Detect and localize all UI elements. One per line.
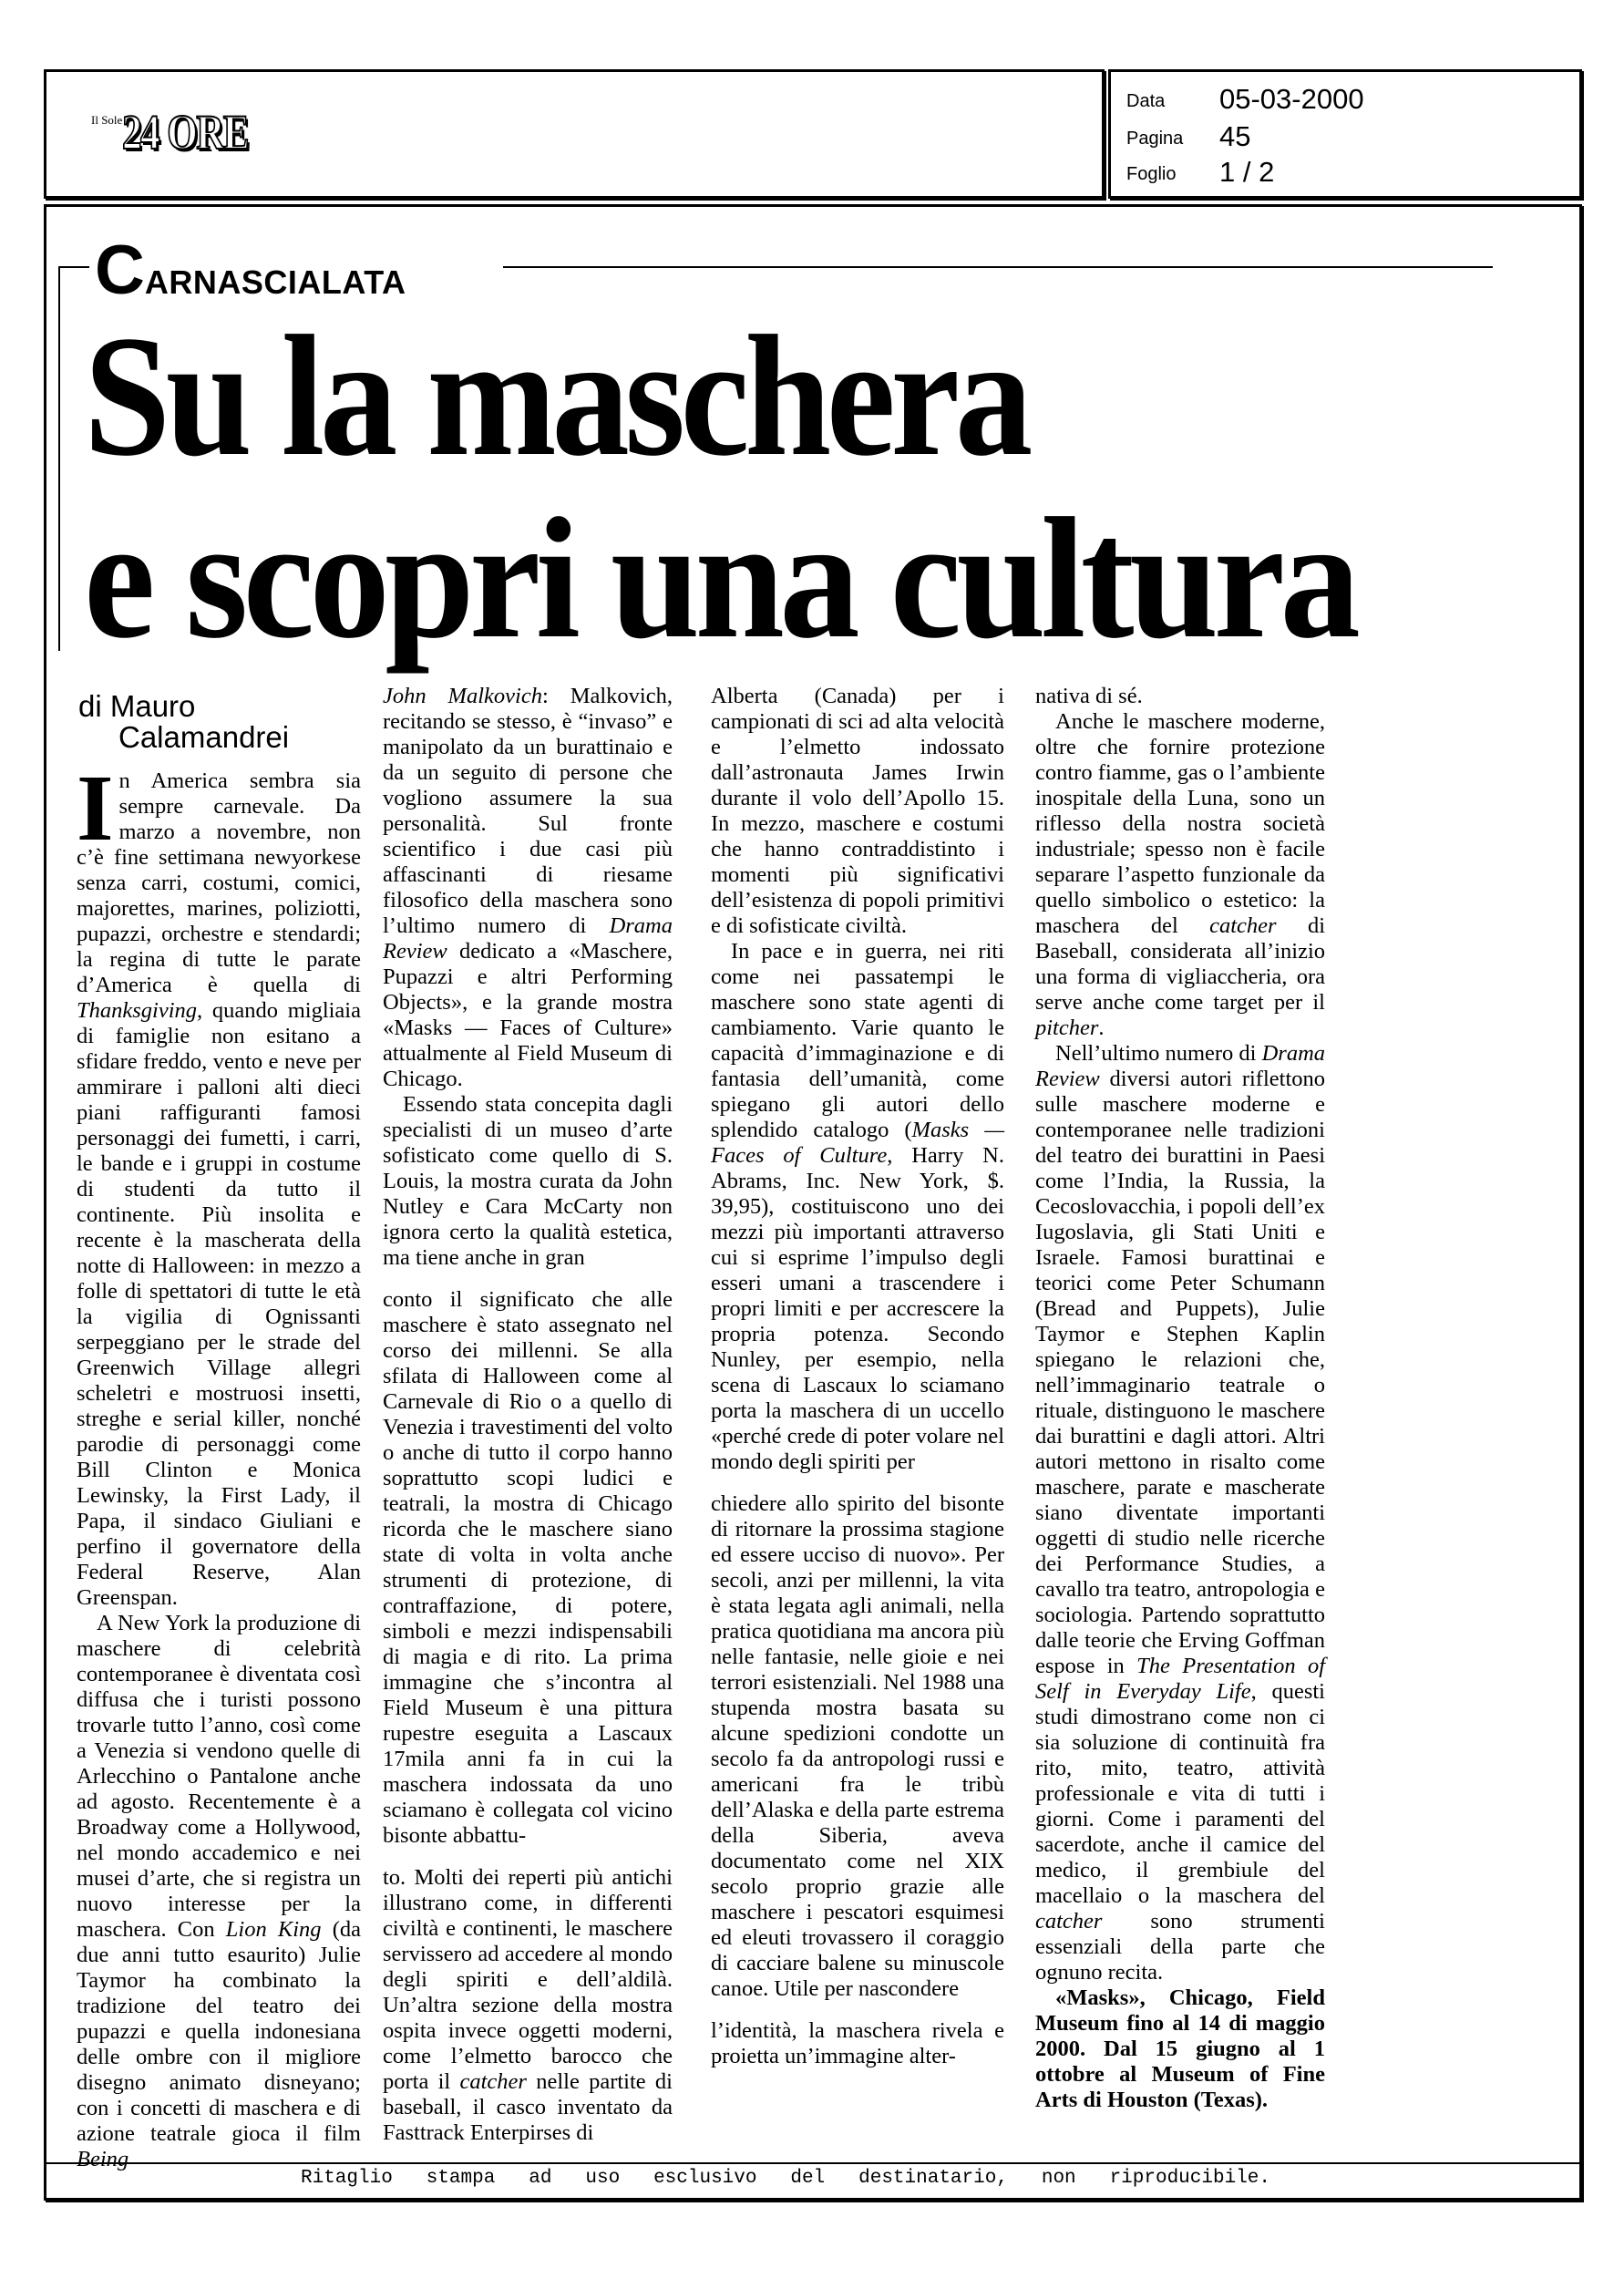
- italic-text: pitcher: [1035, 1016, 1099, 1040]
- text-run: : Malkovich, recitando se stesso, è “invaso” e manipolato da un burattinaio e da un seguito di persone che vogliono assumere la sua personalità. Sul fronte scientifico i due casi più affascinanti di riesame filosofico della maschera sono l’ultimo numero di: [383, 684, 673, 938]
- article-paragraph: [1035, 1985, 1325, 2113]
- article-column-4: [1035, 684, 1325, 2113]
- text-run: l’identità, la maschera rivela e proietta un’immagine alter-: [711, 2018, 1004, 2068]
- italic-text: catcher: [459, 2069, 527, 2094]
- text-run: .: [1098, 1016, 1105, 1040]
- text-run: dedicato a «Maschere, Pupazzi e altri Performing Objects», e la grande mostra «Masks — Faces of Culture» attualmente al Field Museum di Chicago.: [383, 939, 673, 1091]
- meta-label: Foglio: [1126, 164, 1177, 184]
- article-column-block: [383, 684, 673, 1271]
- headline-line-2: e scopri una cultura: [84, 483, 1356, 675]
- text-run: di Baseball, considerata all’inizio una forma di vigliaccheria, ora serve anche come target per il: [1035, 913, 1325, 1015]
- text-run: diversi autori riflettono sulle maschere moderne e contemporanee nelle tradizioni del teatro dei burattini in Paesi come l’India, la Russia, la Cecoslovacchia, i popoli dell’ex Iugoslavia, gli Stati Uniti e Israele. Famosi burattinai e teorici come Peter Schumann (Bread and Puppets), Julie Taymor e Stephen Kaplin spiegano le relazioni che, nell’immaginario teatrale o rituale, distinguono le maschere dai burattini e dagli attori. Altri autori mettono in risalto come maschere, parate e mascherate siano diventate importanti oggetti di studio nelle ricerche dei Performance Studies, a cavallo tra teatro, antropologia e sociologia. Partendo soprattutto dalle teorie che Erving Goffman espose in: [1035, 1067, 1325, 1678]
- headline-line-1: Su la maschera: [84, 301, 1028, 492]
- text-run: , Harry N. Abrams, Inc. New York, $. 39,95), costituiscono uno dei mezzi più importanti attraverso cui si esprime l’impulso degli esseri umani a trascendere i propri limiti e per accrescere la propria potenza. Secondo Nunley, per esempio, nella scena di Lascaux lo sciamano porta la maschera di un uccello «perché crede di poter volare nel mondo degli spiriti per: [711, 1143, 1004, 1474]
- italic-text: The Presentation of Self in Everyday Life: [1035, 1654, 1325, 1704]
- text-run: sono strumenti essenziali della parte che ognuno recita.: [1035, 1909, 1325, 1985]
- article-column-block: [383, 1865, 673, 2146]
- article-column-block: [1035, 684, 1325, 2113]
- text-run: chiedere allo spirito del bisonte di ritornare la prossima stagione ed essere ucciso di nuovo». Per secoli, anzi per millenni, la vita è stata legata agli animali, nella pratica quotidiana ma ancora più nelle fantasie, nelle gioie e nei terrori esistenziali. Nel 1988 una stupenda mostra basata su alcune spedizioni condotte un secolo fa da antropologi russi e americani fra le tribù dell’Alaska e della parte estrema della Siberia, aveva documentato come nel XIX secolo proprio grazie alle maschere i pescatori esquimesi ed eleuti trovassero il coraggio di cacciare balene su minuscole canoe. Utile per nascondere: [711, 1491, 1004, 2001]
- article-column-block: [77, 756, 361, 2172]
- italic-text: Being: [77, 2147, 129, 2171]
- bracket-rule: [58, 266, 89, 268]
- italic-text: Masks — Faces of Culture: [711, 1118, 1004, 1168]
- text-run: , questi studi dimostrano come non ci sia soluzione di continuità fra rito, mito, teatro, attività professionale e vita di tutti i giorni. Come i paramenti del sacerdote, anche il camice del medico, il grembiule del macellaio o la maschera del: [1035, 1679, 1325, 1908]
- kicker-text: ARNASCIALATA: [144, 263, 406, 301]
- text-run: (da due anni tutto esaurito) Julie Taymor ha combinato la tradizione del teatro dei pupazzi e quella indonesiana delle ombre con il migliore disegno animato disneyano; con i concetti di maschera e di azione teatrale gioca il film: [77, 1917, 361, 2146]
- meta-label: Pagina: [1126, 129, 1184, 149]
- bracket-rule: [58, 266, 60, 651]
- drop-cap: I: [77, 756, 114, 861]
- text-run: A New York la produzione di maschere di celebrità contemporanee è diventata così diffusa che i turisti possono trovarle tutto l’anno, così come a Venezia si vendono quelle di Arlecchino o Pantalone anche ad agosto. Recentemente è a Broadway come a Hollywood, nel mondo accademico e nei musei d’arte, che si registra un nuovo interesse per la maschera. Con: [77, 1611, 361, 1942]
- text-run: Nell’ultimo numero di: [1055, 1041, 1262, 1066]
- kicker-rule: [503, 266, 1493, 268]
- article-paragraph: [77, 1611, 361, 2172]
- footer-notice: Ritaglio stampa ad uso esclusivo del destinatario, non riproducibile.: [301, 2168, 1270, 2189]
- italic-text: Thanksgiving: [77, 998, 198, 1023]
- meta-value: 05-03-2000: [1219, 83, 1364, 115]
- italic-text: catcher: [1209, 913, 1277, 938]
- article-paragraph: [711, 2018, 1004, 2069]
- article-column-block: [711, 2018, 1004, 2069]
- article-column-block: [383, 1287, 673, 1849]
- text-run: «Masks», Chicago, Field Museum fino al 14 di maggio 2000. Dal 15 giugno al 1 ottobre al Museum of Fine Arts di Houston (Texas).: [1035, 1985, 1325, 2112]
- article-paragraph: [383, 1287, 673, 1849]
- text-run: to. Molti dei reperti più antichi illustrano come, in differenti civiltà e continenti, le maschere servissero ad accedere al mondo degli spiriti e dell’aldilà. Un’altra sezione della mostra ospita invece oggetti moderni, come l’elmetto barocco che porta il: [383, 1865, 673, 2094]
- text-run: In pace e in guerra, nei riti come nei passatempi le maschere sono state agenti di cambiamento. Varie quanto le capacità d’immaginazione e di fantasia dell’umanità, come spiegano gli autori dello splendido catalogo (: [711, 939, 1004, 1142]
- footer-rule: [44, 2162, 1582, 2164]
- meta-value: 45: [1219, 120, 1251, 152]
- italic-text: catcher: [1035, 1909, 1103, 1934]
- article-paragraph: [383, 1865, 673, 2146]
- article-paragraph: [711, 684, 1004, 939]
- text-run: , quando migliaia di famiglie non esitano a sfidare freddo, vento e neve per ammirare i palloni alti dieci piani raffiguranti famosi personaggi dei fumetti, i carri, le bande e i gruppi in costume di studenti da tutto il continente. Più insolita e recente è la mascherata della notte di Halloween: in mezzo a folle di spettatori di tutte le età la vigilia di Ognissanti serpeggiano per le strade del Greenwich Village allegri scheletri e mostruosi insetti, streghe e serial killer, nonché parodie di personaggi come Bill Clinton e Monica Lewinsky, la First Lady, il Papa, il sindaco Giuliani e perfino il governatore della Federal Reserve, Alan Greenspan.: [77, 998, 361, 1610]
- article-paragraph: [383, 1092, 673, 1271]
- byline-line-1: di Mauro: [78, 689, 196, 723]
- text-run: n America sembra sia sempre carnevale. Da marzo a novembre, non c’è fine settimana newyorkese senza carri, costumi, comici, majorettes, marines, poliziotti, pupazzi, orchestre e stendardi; la regina di tutte le parate d’America è quella di: [77, 768, 361, 997]
- text-run: Anche le maschere moderne, oltre che fornire protezione contro fiamme, gas o l’ambiente inospitale della Luna, sono un riflesso della nostra società industriale; spesso non è facile separare l’aspetto funzionale da quello simbolico o estetico: la maschera del: [1035, 709, 1325, 938]
- article-column-3: [711, 684, 1004, 2069]
- meta-label: Data: [1126, 91, 1166, 111]
- italic-text: Drama Review: [383, 913, 673, 964]
- newspaper-logo: [91, 105, 280, 160]
- section-kicker: [95, 232, 406, 309]
- article-column-2: [383, 684, 673, 2146]
- article-paragraph: [711, 1491, 1004, 2002]
- logo-small-text: Il Sole: [91, 113, 123, 127]
- article-column-block: [711, 1491, 1004, 2002]
- text-run: Alberta (Canada) per i campionati di sci ad alta velocità e l’elmetto indossato dall’astronauta James Irwin durante il volo dell’Apollo 15. In mezzo, maschere e costumi che hanno contraddistinto i momenti più significativi dell’esistenza di popoli primitivi e di sofisticate civiltà.: [711, 684, 1004, 938]
- text-run: nativa di sé.: [1035, 684, 1143, 708]
- italic-text: Lion King: [225, 1917, 322, 1942]
- article-paragraph: [1035, 1041, 1325, 1985]
- byline-author: Calamandrei: [118, 720, 290, 754]
- italic-text: Drama Review: [1035, 1041, 1326, 1091]
- article-paragraph: [711, 939, 1004, 1475]
- text-run: Essendo stata concepita dagli specialisti di un museo d’arte sofisticato come quello di S. Louis, la mostra curata da John Nutley e Cara McCarty non ignora certo la qualità estetica, ma tiene anche in gran: [383, 1092, 673, 1270]
- article-paragraph: [383, 684, 673, 1092]
- logo-big-text: 24 ORE: [122, 105, 249, 160]
- text-run: conto il significato che alle maschere è stato assegnato nel corso dei millenni. Se alla sfilata di Halloween come al Carnevale di Rio o a quello di Venezia i travestimenti del volto o anche di tutto il corpo hanno soprattutto scopi ludici e teatrali, la mostra di Chicago ricorda che le maschere siano state di volta in volta anche strumenti di protezione, di contraffazione, di potere, simboli e mezzi indispensabili di magia e di rito. La prima immagine che s’incontra al Field Museum è una pittura rupestre eseguita a Lascaux 17mila anni fa in cui la maschera indossata da uno sciamano è collegata col vicino bisonte abbattu-: [383, 1287, 673, 1848]
- kicker-initial: C: [95, 232, 145, 309]
- article-paragraph: [77, 756, 361, 1611]
- article-paragraph: [1035, 709, 1325, 1041]
- article-column-1: [77, 756, 361, 2172]
- byline: [78, 691, 289, 753]
- italic-text: John Malkovich: [383, 684, 542, 708]
- article-paragraph: [1035, 684, 1325, 709]
- article-column-block: [711, 684, 1004, 1475]
- text-run: nelle partite di baseball, il casco inventato da Fasttrack Enterpirses di: [383, 2069, 673, 2145]
- meta-value: 1 / 2: [1219, 156, 1275, 188]
